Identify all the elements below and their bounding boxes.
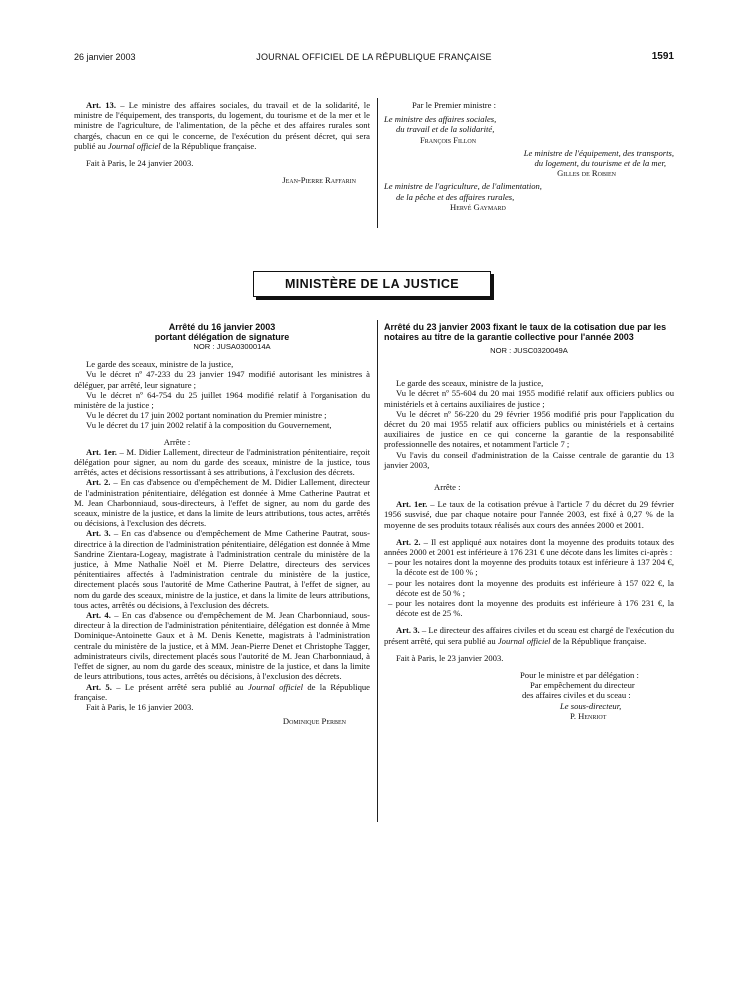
- left-fait: Fait à Paris, le 16 janvier 2003.: [86, 701, 194, 712]
- journal-title: JOURNAL OFFICIEL DE LA RÉPUBLIQUE FRANÇAISE: [256, 52, 492, 62]
- article-4-label: Art. 4.: [86, 610, 111, 621]
- signature-name: P. Henriot: [570, 710, 607, 721]
- article-13-text: – Le ministre des affaires sociales, du travail et de la solidarité, le ministre de l'équipement, des transports, du logement, du tourisme et de la mer et le ministre de l'agriculture, de l'alimentation, de la pêche et des affaires rurales sont chargés, chacun en ce qui le concerne, de l'exécution du présent décret, qui sera publié au: [74, 100, 371, 151]
- countersignatures: [384, 100, 674, 212]
- column-divider-top: [377, 98, 378, 228]
- article-4: [74, 610, 370, 681]
- article-3: [74, 528, 370, 610]
- minister-2-title-a: Le ministre de l'équipement, des transports,: [523, 147, 674, 158]
- right-arrete-label: Arrête :: [434, 482, 461, 493]
- right-article-1: [384, 499, 674, 530]
- left-signature: Dominique Perben: [282, 716, 346, 727]
- article-4-text: – En cas d'absence ou d'empêchement de M. Jean Charbonniaud, sous-directeur à la direction de l'administration pénitentiaire, délégation est donnée à Mme Dominique-Antoinette Gaux et à M. Denis Kenette, magistrats à l'administration centrale du ministère de la justice, et à MM. Jean-Pierre Denet et Christophe Tagger, administrateurs civils, directement placés sous l'autorité de M. Jean Charbonniaud, à l'effet de signer, au nom du garde des sceaux, ministre de la justice, et dans la limite de leurs attributions, tous actes, arrêtés ou décisions, à l'exclusion des décrets.: [74, 610, 371, 682]
- visa-5: Vu le décret du 17 juin 2002 relatif à la composition du Gouvernement,: [86, 420, 332, 431]
- arrete-23-janvier: [384, 322, 674, 721]
- article-title-line-2: portant délégation de signature: [154, 332, 290, 342]
- signature-line-4: Le sous-directeur,: [560, 700, 622, 711]
- right-article-2-text: – Il est appliqué aux notaires dont la moyenne des produits totaux des années 2000 et 2001 est inférieure à 176 231 € une décote dans les limites ci-après :: [384, 536, 675, 558]
- article-1: [74, 447, 370, 478]
- ministry-heading-text: MINISTÈRE DE LA JUSTICE: [284, 277, 460, 291]
- arrete-16-janvier: [74, 322, 370, 726]
- right-article-3-journal: Journal officiel: [497, 635, 551, 646]
- minister-3-title-a: Le ministre de l'agriculture, de l'alimentation,: [384, 181, 542, 192]
- article-5: [74, 682, 370, 702]
- right-nor-reference: NOR : JUSC0320049A: [490, 346, 568, 355]
- article-1-label: Art. 1er.: [86, 446, 117, 457]
- minister-3-title-b: de la pêche et des affaires rurales,: [396, 191, 515, 202]
- minister-1-name: François Fillon: [420, 134, 477, 145]
- article-13: [74, 100, 370, 151]
- right-article-title: Arrêté du 23 janvier 2003 fixant le taux de la cotisation due par les notaires au titre de la garantie collective pour l'année 2003: [384, 322, 667, 342]
- right-article-3: [384, 625, 674, 645]
- decote-item-3: – pour les notaires dont la moyenne des produits est inférieure à 176 231 €, la décote est de 25 %.: [388, 598, 674, 619]
- article-5-end: de la République française.: [74, 681, 370, 702]
- running-header: [0, 50, 748, 64]
- right-visa-1: Le garde des sceaux, ministre de la justice,: [396, 378, 544, 389]
- decree-end-left: [74, 100, 370, 185]
- arrete-label: Arrête :: [163, 436, 191, 447]
- right-visa-3: Vu le décret nº 56-220 du 29 février 1956 modifié pris pour l'application du décret du 20 mai 1955 relatif aux officiers publics ou ministériels et à certains auxiliaires de justice en ce qui concerne la garantie de la responsabilité professionnelle des notaires, et notamment l'article 7 ;: [384, 408, 674, 450]
- minister-1-title-b: du travail et de la solidarité,: [396, 124, 495, 135]
- article-13-end: de la République française.: [162, 140, 257, 151]
- article-3-label: Art. 3.: [86, 528, 111, 539]
- right-article-2-label: Art. 2.: [396, 536, 421, 547]
- article-2-label: Art. 2.: [86, 477, 111, 488]
- article-1-text: – M. Didier Lallement, directeur de l'administration pénitentiaire, reçoit délégation pour signer, au nom du garde des sceaux, ministre de la justice, tous arrêtés, actes et décisions ressortissant à ses attributions, à l'exclusion des décrets.: [74, 446, 370, 478]
- decree-signature: Jean-Pierre Raffarin: [282, 175, 356, 186]
- minister-1-title-a: Le ministre des affaires sociales,: [384, 114, 497, 125]
- decote-item-1: – pour les notaires dont la moyenne des produits totaux est inférieure à 137 204 €, la décote est de 100 % ;: [388, 557, 674, 578]
- article-title-line-1: Arrêté du 16 janvier 2003: [168, 322, 276, 332]
- article-3-text: – En cas d'absence ou d'empêchement de Mme Catherine Pautrat, sous-directrice à la direction de l'administration pénitentiaire, délégation est donnée à Mme Sandrine Zientara-Logeay, magistrate à l'administration centrale du ministère de la justice, à Mme Nathalie Noël et M. Pierre Delattre, directeurs des services pénitentiaires affectés à l'administration centrale du ministère de la justice, directement placés sous l'autorité de Mme Catherine Pautrat, à l'effet de signer, au nom du garde des sceaux, ministre de la justice, et dans la limite de leurs attributions, tous actes, arrêtés ou décisions, à l'exclusion des décrets.: [74, 528, 371, 610]
- right-fait: Fait à Paris, le 23 janvier 2003.: [396, 652, 504, 663]
- column-divider-bottom: [377, 320, 378, 822]
- signature-line-2: Par empêchement du directeur: [530, 680, 635, 691]
- right-visa-2: Vu le décret nº 55-604 du 20 mai 1955 modifié relatif aux officiers publics ou ministériels et à certains auxiliaires de justice ;: [384, 388, 674, 409]
- right-article-3-text: – Le directeur des affaires civiles et du sceau est chargé de l'exécution du présent arrêté, qui sera publié au: [384, 625, 674, 646]
- minister-2-title-b: du logement, du tourisme et de la mer,: [534, 158, 666, 169]
- visa-3: Vu le décret nº 64-754 du 25 juillet 1964 modifié relatif à l'organisation du ministère de la justice ;: [74, 389, 370, 411]
- minister-2-name: Gilles de Robien: [557, 168, 616, 179]
- nor-reference: NOR : JUSA0300014A: [193, 342, 271, 351]
- article-13-label: Art. 13.: [86, 100, 116, 110]
- minister-3-name: Hervé Gaymard: [450, 201, 506, 212]
- right-article-1-text: – Le taux de la cotisation prévue à l'article 7 du décret du 29 février 1956 susvisé, due par chaque notaire pour l'année 2003, est fixé à 0,27 % de la moyenne de ses produits totaux réalisés aux cours des années 2000 et 2001.: [384, 499, 674, 530]
- right-article-3-end: de la République française.: [552, 635, 647, 646]
- article-5-label: Art. 5.: [86, 681, 112, 692]
- article-2: [74, 477, 370, 528]
- decote-item-2: – pour les notaires dont la moyenne des produits est inférieure à 157 022 €, la décote est de 50 % ;: [388, 577, 674, 598]
- visa-2: Vu le décret nº 47-233 du 23 janvier 1947 modifié autorisant les ministres à déléguer, par arrêté, leur signature ;: [74, 369, 370, 390]
- visa-4: Vu le décret du 17 juin 2002 portant nomination du Premier ministre ;: [86, 410, 327, 421]
- page-number: 1591: [651, 51, 674, 62]
- par-premier-ministre: Par le Premier ministre :: [412, 100, 497, 110]
- signature-line-1: Pour le ministre et par délégation :: [520, 670, 639, 681]
- right-article-1-label: Art. 1er.: [396, 499, 428, 510]
- right-article-3-label: Art. 3.: [396, 625, 420, 636]
- ministry-heading: [253, 271, 491, 297]
- signature-line-3: des affaires civiles et du sceau :: [522, 690, 631, 701]
- article-2-text: – En cas d'absence ou d'empêchement de M. Didier Lallement, directeur de l'administration pénitentiaire, délégation est donnée à Mme Catherine Pautrat et M. Jean Charbonniaud, sous-directeurs, à l'effet de signer, au nom du garde des sceaux, ministre de la justice, et dans la limite de leurs attributions, tous actes, arrêtés ou décisions, à l'exclusion des décrets.: [74, 477, 371, 529]
- header-date: 26 janvier 2003: [74, 52, 136, 62]
- article-5-journal: Journal officiel: [247, 681, 303, 692]
- right-visa-4: Vu l'avis du conseil d'administration de la Caisse centrale de garantie du 13 janvier 2003,: [384, 449, 674, 470]
- article-5-text: – Le présent arrêté sera publié au: [116, 681, 244, 692]
- article-13-journal: Journal officiel: [107, 140, 161, 151]
- decree-fait: Fait à Paris, le 24 janvier 2003.: [86, 158, 194, 169]
- visa-1: Le garde des sceaux, ministre de la justice,: [86, 359, 234, 370]
- right-article-2: [384, 537, 674, 557]
